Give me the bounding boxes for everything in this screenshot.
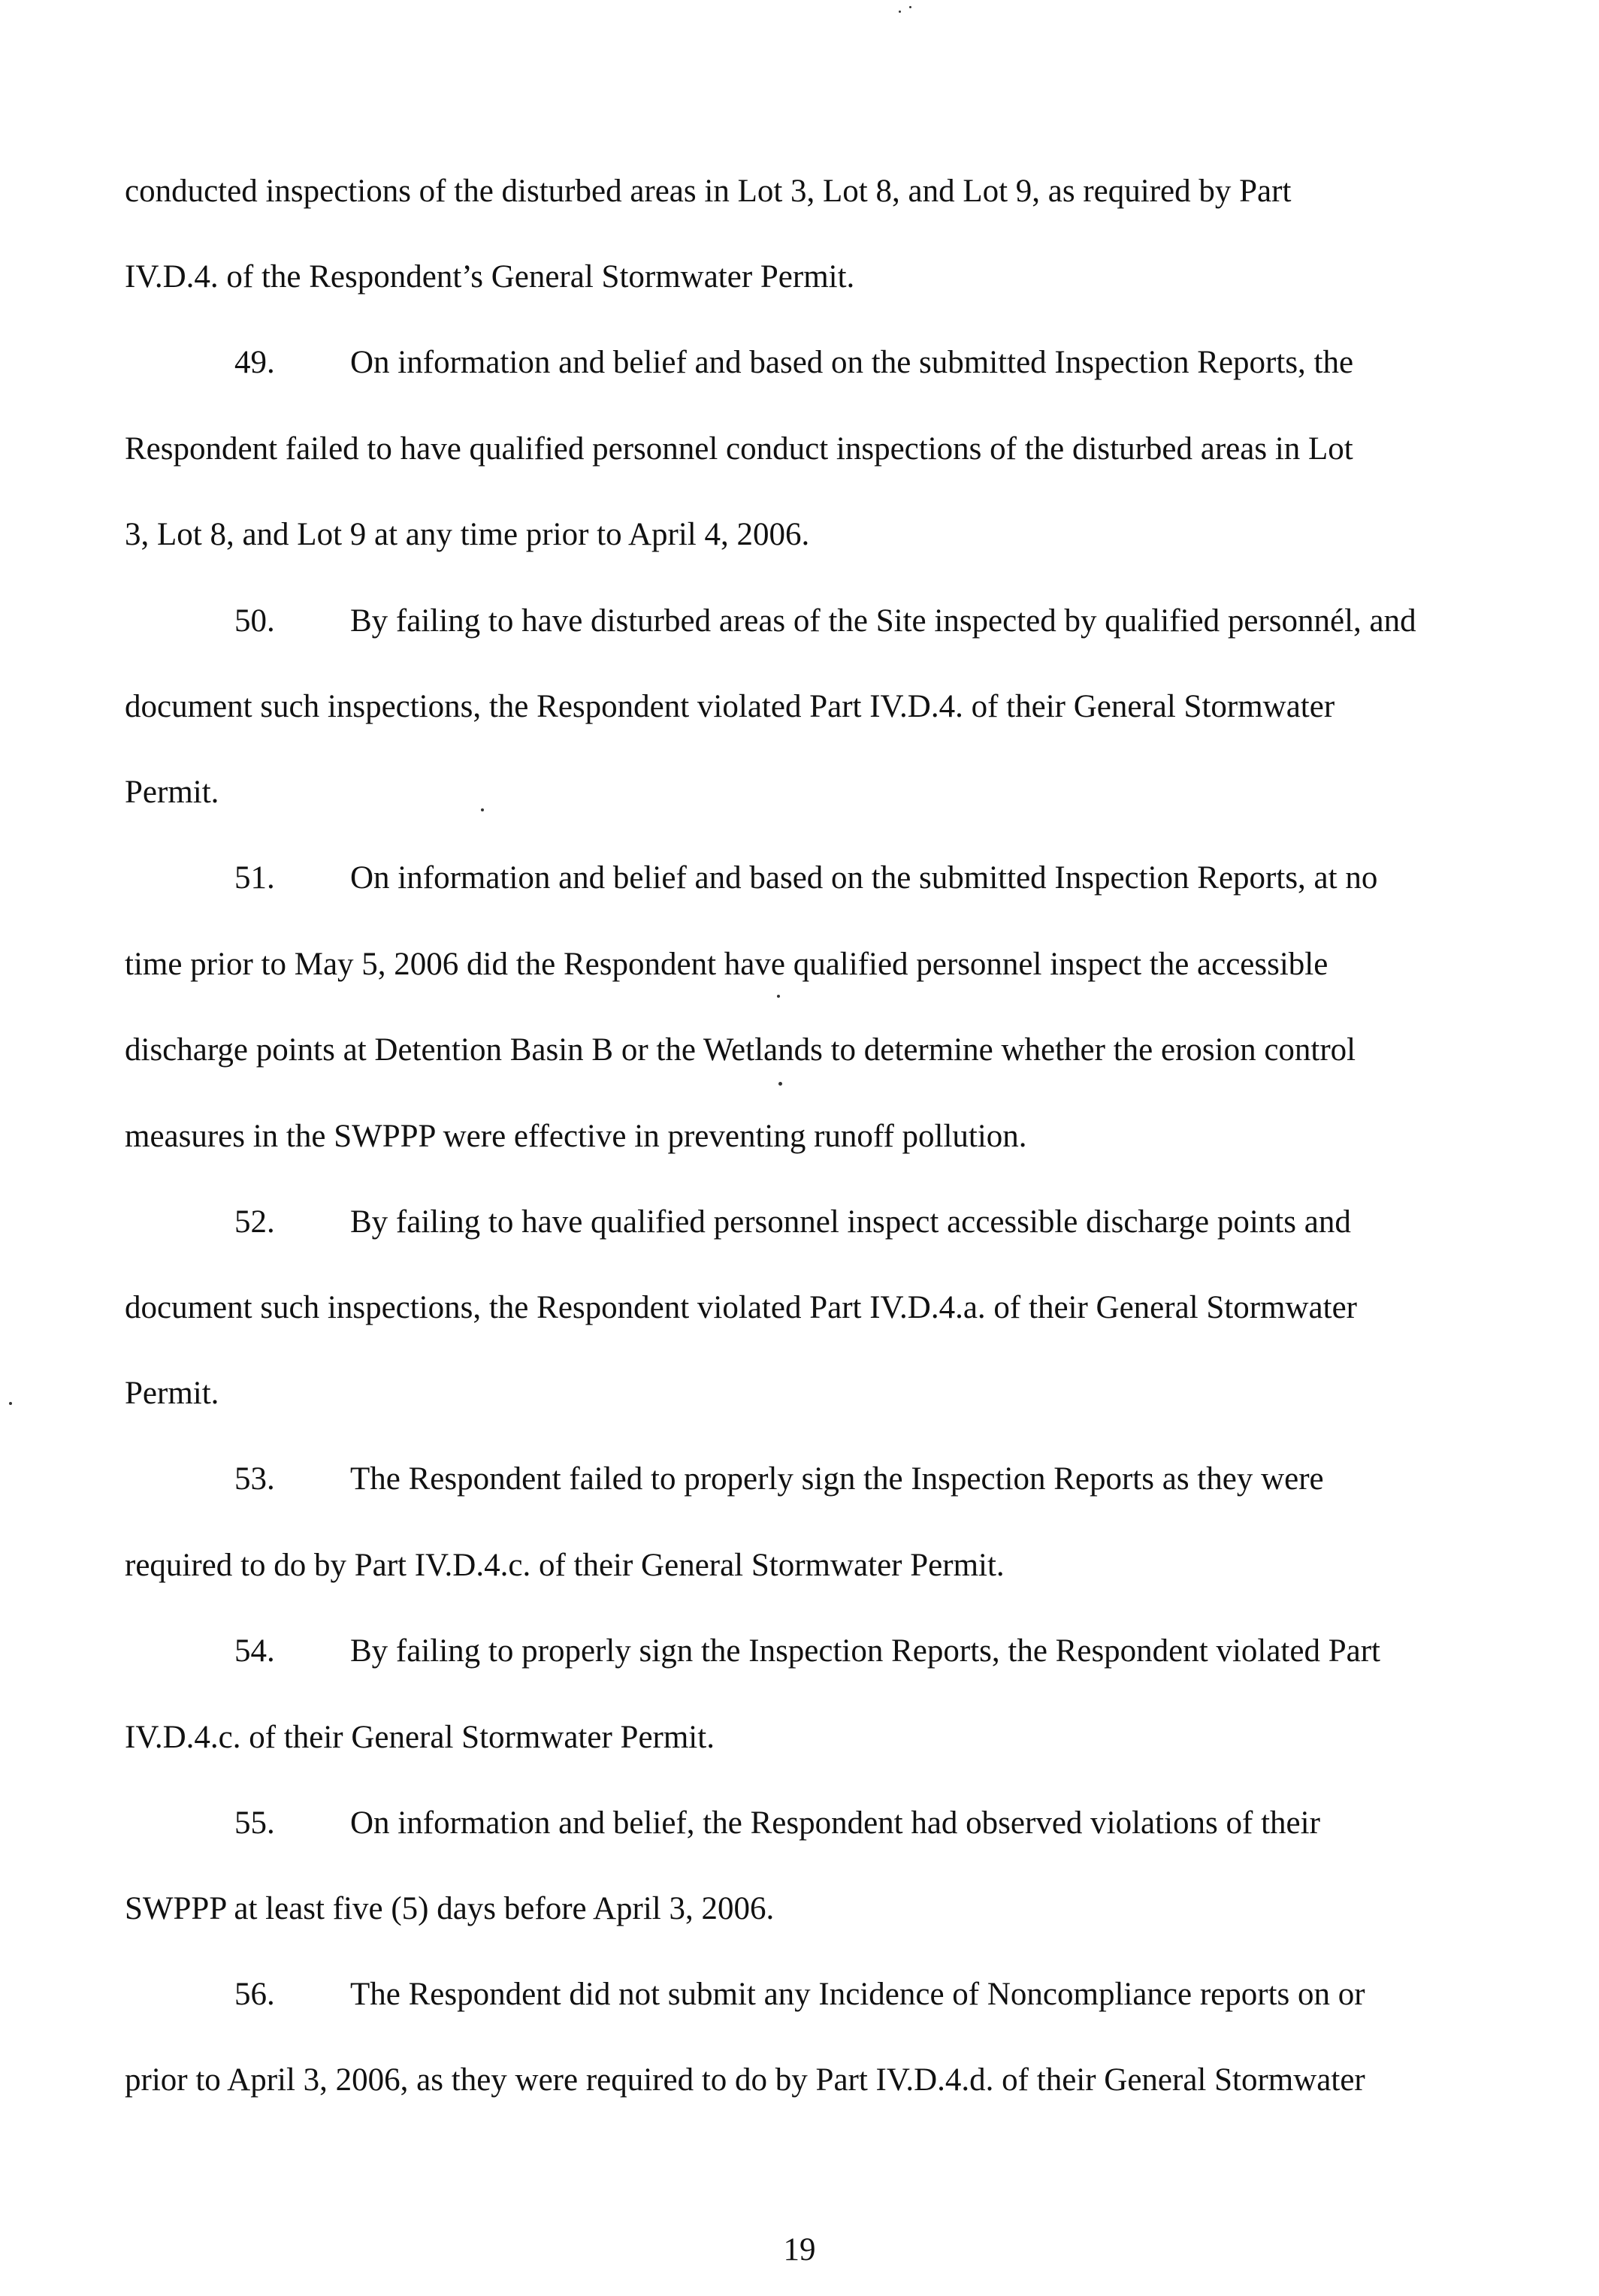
text-line: Permit. (125, 1376, 219, 1411)
text-line: IV.D.4. of the Respondent’s General Stormwater Permit. (125, 259, 855, 295)
paragraph-number: 55. (234, 1805, 275, 1841)
text-line: SWPPP at least five (5) days before April 3, 2006. (125, 1891, 775, 1926)
text-line: document such inspections, the Respondent violated Part IV.D.4. of their General Stormwater (125, 689, 1335, 724)
paragraph-number: 51. (234, 860, 275, 896)
text-line: On information and belief and based on the submitted Inspection Reports, the (350, 345, 1354, 380)
paragraph-number: 54. (234, 1633, 275, 1669)
paragraph-54 (234, 1631, 1380, 1672)
scan-speck (778, 1082, 782, 1086)
paragraph-52 (234, 1202, 1351, 1243)
text-line: The Respondent failed to properly sign the Inspection Reports as they were (350, 1461, 1324, 1497)
text-line: By failing to properly sign the Inspection Reports, the Respondent violated Part (350, 1633, 1380, 1669)
paragraph-50 (234, 601, 1416, 642)
text-line: discharge points at Detention Basin B or the Wetlands to determine whether the erosion control (125, 1032, 1356, 1068)
paragraph-number: 53. (234, 1461, 275, 1497)
text-line: time prior to May 5, 2006 did the Respondent have qualified personnel inspect the accessible (125, 947, 1328, 982)
text-line: Permit. (125, 775, 219, 810)
text-line: IV.D.4.c. of their General Stormwater Permit. (125, 1720, 715, 1755)
scan-speck (899, 11, 901, 13)
text-line: The Respondent did not submit any Incidence of Noncompliance reports on or (350, 1977, 1365, 2012)
text-line: On information and belief, the Respondent had observed violations of their (350, 1805, 1320, 1841)
scan-speck (481, 808, 484, 811)
text-line: Respondent failed to have qualified personnel conduct inspections of the disturbed areas in Lot (125, 431, 1353, 467)
paragraph-55 (234, 1803, 1320, 1844)
text-line: document such inspections, the Respondent violated Part IV.D.4.a. of their General Stormwater (125, 1290, 1357, 1325)
text-line: On information and belief and based on the submitted Inspection Reports, at no (350, 860, 1378, 896)
paragraph-number: 56. (234, 1977, 275, 2012)
paragraph-number: 50. (234, 603, 275, 639)
page-number: 19 (783, 2232, 816, 2267)
scan-speck (9, 1402, 12, 1405)
text-line: measures in the SWPPP were effective in preventing runoff pollution. (125, 1119, 1027, 1154)
text-line: By failing to have qualified personnel inspect accessible discharge points and (350, 1204, 1351, 1240)
paragraph-number: 52. (234, 1204, 275, 1240)
paragraph-number: 49. (234, 345, 275, 380)
text-line: conducted inspections of the disturbed areas in Lot 3, Lot 8, and Lot 9, as required by Part (125, 174, 1292, 209)
text-line: required to do by Part IV.D.4.c. of their General Stormwater Permit. (125, 1548, 1005, 1583)
paragraph-51 (234, 858, 1377, 899)
scan-speck (777, 995, 780, 998)
paragraph-53 (234, 1459, 1324, 1500)
scan-speck (909, 6, 911, 8)
text-line: 3, Lot 8, and Lot 9 at any time prior to April 4, 2006. (125, 517, 810, 552)
text-line: prior to April 3, 2006, as they were required to do by Part IV.D.4.d. of their General Stormwater (125, 2062, 1365, 2098)
text-line: By failing to have disturbed areas of the Site inspected by qualified personnél, and (350, 603, 1416, 639)
paragraph-56 (234, 1974, 1365, 2015)
paragraph-49 (234, 343, 1353, 383)
